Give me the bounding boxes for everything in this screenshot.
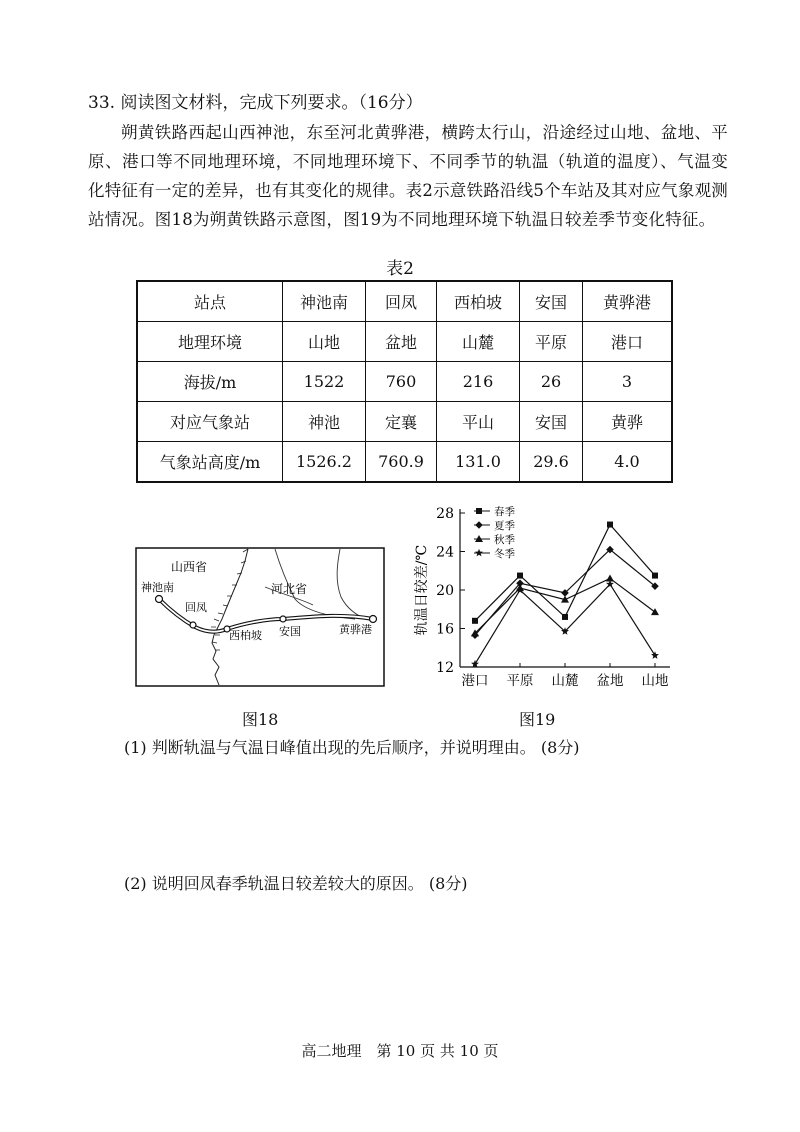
table-cell: 安国 [520,402,583,442]
x-tick-label: 山地 [641,673,669,689]
table-cell: 760.9 [366,442,437,483]
table-cell: 地理环境 [137,322,283,362]
label-huifeng: 回凤 [185,601,207,614]
label-huanghuagang: 黄骅港 [339,623,372,636]
data-point [651,651,659,659]
legend-label: 秋季 [494,534,515,546]
table-cell: 4.0 [583,442,673,483]
legend-label: 春季 [494,506,515,518]
table-cell: 黄骅港 [583,281,673,322]
x-tick-label: 山麓 [551,673,579,689]
railway-map [135,547,385,691]
table-cell: 对应气象站 [137,402,283,442]
table-cell: 26 [520,362,583,402]
table-cell: 气象站高度/m [137,442,283,483]
question-paragraph: 朔黄铁路西起山西神池，东至河北黄骅港，横跨太行山，沿途经过山地、盆地、平原、港口等不同地理环境，不同地理环境下、不同季节的轨温（轨道的温度）、气温变化特征有一定的差异，也有其变化的规律。表2示意铁路沿线5个车站及其对应气象观测站情况。图18为朔黄铁路示意图，图19为不同地理环境下轨温日较差季节变化特征。 [88,123,728,229]
label-xibaipo: 西柏坡 [229,629,262,642]
table-row [137,362,672,402]
legend-marker [475,521,483,529]
table-cell: 港口 [583,322,673,362]
rail-temp-chart-svg [400,495,690,695]
chart-legend [474,505,515,560]
x-tick-label: 平原 [506,673,534,689]
table-cell: 海拔/m [137,362,283,402]
label-anguo: 安国 [279,625,301,638]
table-cell: 29.6 [520,442,583,483]
label-hebei: 河北省 [271,582,308,596]
data-point [652,573,658,579]
station-huanghuagang-icon [370,616,377,623]
table-cell: 平山 [437,402,520,442]
table-cell: 760 [366,362,437,402]
table-cell: 平原 [520,322,583,362]
station-anguo-icon [280,616,286,622]
legend-marker [475,549,483,557]
table-cell: 山地 [283,322,366,362]
station-shenchinan-icon [156,596,163,603]
chart-axes [413,506,670,689]
table-cell: 131.0 [437,442,520,483]
table-cell: 定襄 [366,402,437,442]
table-cell: 站点 [137,281,283,322]
data-point [472,618,478,624]
table-cell: 山麓 [437,322,520,362]
table-cell: 1522 [283,362,366,402]
table-row [137,322,672,362]
y-tick-label: 24 [436,544,454,561]
table-row [137,402,672,442]
table-header-row [137,281,672,322]
subquestion-2: (2) 说明回凤春季轨温日较差较大的原因。 (8分) [124,874,468,893]
x-tick-label: 港口 [461,673,489,689]
table-cell: 盆地 [366,322,437,362]
table-row [137,442,672,483]
label-shenchinan: 神池南 [141,581,174,594]
question-header: 33. 阅读图文材料，完成下列要求。（16分） [88,93,423,113]
chart-caption: 图19 [519,710,556,729]
table-cell: 216 [437,362,520,402]
legend-label: 冬季 [494,548,515,560]
rail-temp-chart [400,495,690,699]
station-table [136,280,673,483]
data-point [562,614,568,620]
y-tick-label: 28 [436,506,454,522]
x-tick-label: 盆地 [596,673,624,689]
table-cell: 西柏坡 [437,281,520,322]
y-tick-label: 12 [436,660,454,676]
series-line [475,578,655,633]
table-cell: 黄骅 [583,402,673,442]
series-triangle [471,574,659,636]
data-point [651,608,659,615]
subquestion-1: (1) 判断轨温与气温日峰值出现的先后顺序，并说明理由。 (8分) [124,738,580,757]
data-point [607,522,613,528]
data-point [517,573,523,579]
table-cell: 神池 [283,402,366,442]
legend-marker [476,508,482,514]
y-tick-label: 16 [436,621,454,638]
railway-map-svg [135,547,385,687]
table-cell: 1526.2 [283,442,366,483]
station-huifeng-icon [190,622,196,628]
legend-label: 夏季 [494,520,515,532]
table-cell: 神池南 [283,281,366,322]
table-cell: 安国 [520,281,583,322]
table-cell: 3 [583,362,673,402]
page-footer: 高二地理 第 10 页 共 10 页 [301,1042,499,1060]
map-caption: 图18 [242,710,279,729]
table-cell: 回凤 [366,281,437,322]
label-shanxi: 山西省 [171,560,208,574]
y-tick-label: 20 [436,583,454,599]
table-title: 表2 [386,259,414,279]
y-axis-label: 轨温日较差/℃ [414,544,430,636]
